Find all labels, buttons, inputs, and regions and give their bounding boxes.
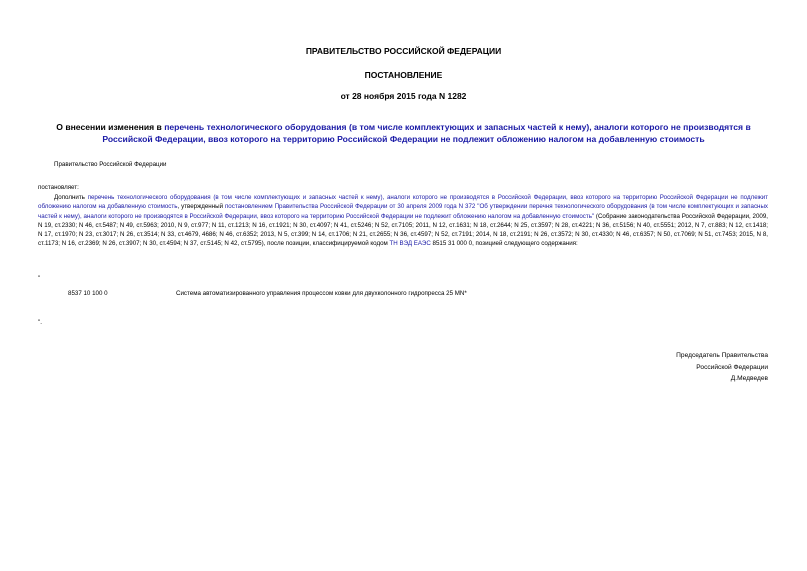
p1-mid1: , утвержденный [177,203,225,211]
document-type-heading: ПОСТАНОВЛЕНИЕ [364,70,443,80]
signature-name: Д.Медведев [730,375,768,382]
p1-start: Дополнить [54,194,88,201]
issuer-text: Правительство Российской Федерации [54,161,167,168]
title-link[interactable]: перечень технологического оборудования (в том числе комплектующих и запасных частей к нему), аналоги которого не производятся в Российской Федерации, ввоз которого на территорию Российской Федерации не подлежит обложению налогом на добавленную стоимость [102,122,751,144]
open-quote: " [38,275,41,282]
signature-block [676,350,768,385]
decrees-text: постановляет: [38,184,79,191]
close-quote: ". [38,319,42,326]
signature-org: Российской Федерации [696,363,768,371]
main-paragraph [38,193,768,249]
equipment-list-link[interactable]: перечень технологического оборудования (в том числе комплектующих и запасных частей к нему), аналоги которого не производятся в Российской Федерации, ввоз которого на территорию Российской Федерации не подлежит обложению налогом на добавленную стоимость [38,194,768,211]
signature-title: Председатель Правительства [676,352,768,359]
document-title [40,121,767,145]
title-prefix: О внесении изменения в [56,122,165,132]
date-number-heading: от 28 ноября 2015 года N 1282 [340,91,467,101]
row-code: 8537 10 100 0 [68,290,108,297]
government-heading: ПРАВИТЕЛЬСТВО РОССИЙСКОЙ ФЕДЕРАЦИИ [305,46,502,56]
tn-ved-link[interactable]: ТН ВЭД ЕАЭС [389,240,431,248]
p1-mid2: (Собрание законодательства Российской Федерации, 2009, N 19, ст.2330; N 46, ст.5487; N 49, ст.5963; 2010, N 9, ст.977; N 11, ст.1213; N 16, ст.1921; N 30, ст.4097; N 41, ст.5246; N 52, ст.7105; 2011, N 12, ст.1631; N 18, ст.2644; N 25, ст.3597; N 28, ст.4221; N 36, ст.5156; N 40, ст.5551; 2012, N 7, ст.883; N 12, ст.1418; N 17, ст.1970; N 23, ст.3017; N 26, ст.3514; N 33, ст.4679, 4686; N 46, ст.6352; 2013, N 5, ст.399; N 14, ст.1706; N 21, ст.2655; N 36, ст.4597; N 52, ст.7191; 2014, N 18, ст.2191; N 26, ст.3572; N 30, ст.4330; N 46, ст.6357; N 50, ст.7069; N 51, ст.7453; 2015, N 8, ст.1173; N 16, ст.2369; N 26, ст.3907; N 30, ст.4594; N 37, ст.5145; N 42, ст.5795), после позиции, классифицируемой кодом [38,212,768,248]
resolution-372-link[interactable]: постановлением Правительства Российской Федерации от 30 апреля 2009 года N 372 "Об утверждении перечня технологического оборудования (в том числе комплектующих и запасных частей к нему), аналоги которого не производятся в Российской Федерации, ввоз которого на территорию Российской Федерации не подлежит обложению налогом на добавленную стоимость" [38,203,768,220]
row-description: Система автоматизированного управления процессом ковки для двухколонного гидропресса 25 MN* [176,290,467,297]
p1-end: 8515 31 000 0, позицией следующего содержания: [430,240,578,248]
